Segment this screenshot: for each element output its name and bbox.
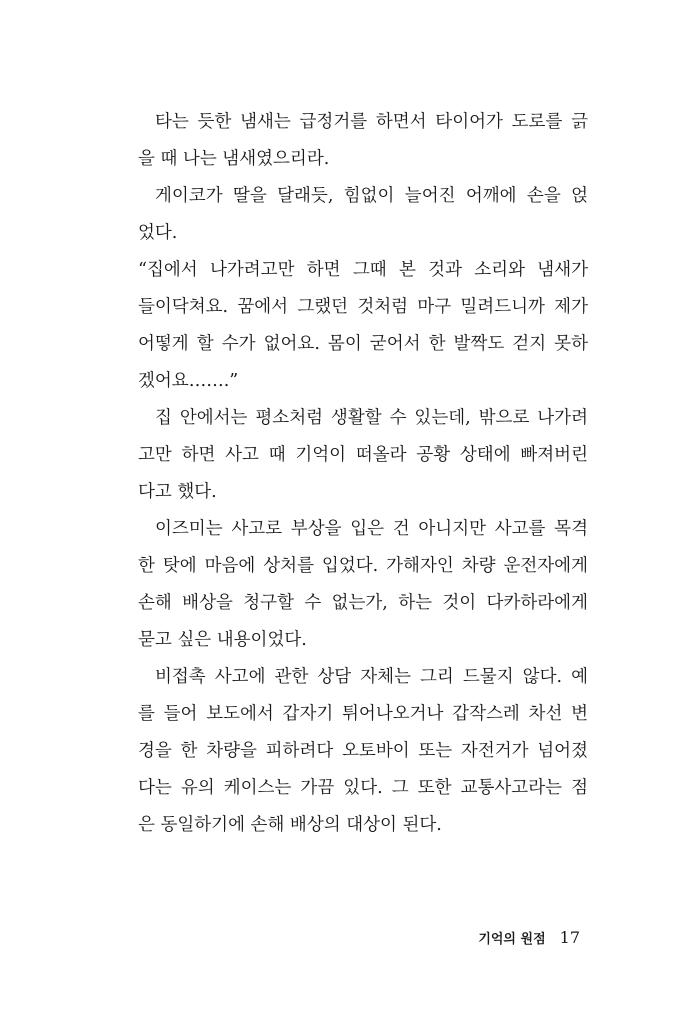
text-line: 다는 유의 케이스는 가끔 있다. 그 또한 교통사고라는 점 xyxy=(138,778,588,798)
page-number: 17 xyxy=(559,928,580,947)
text-line: 어떻게 할 수가 없어요. 몸이 굳어서 한 발짝도 걷지 못하 xyxy=(138,334,588,354)
text-line: 게이코가 딸을 달래듯, 힘없이 늘어진 어깨에 손을 얹 xyxy=(155,186,588,206)
text-line: 경을 한 차량을 피하려다 오토바이 또는 자전거가 넘어졌 xyxy=(138,741,588,761)
text-line: 은 동일하기에 손해 배상의 대상이 된다. xyxy=(138,815,442,835)
text-line: 손해 배상을 청구할 수 없는가, 하는 것이 다카하라에게 xyxy=(138,593,588,613)
text-line: 겠어요…….” xyxy=(138,371,239,391)
text-line: 을 때 나는 냄새였으리라. xyxy=(138,149,330,169)
text-line: 이즈미는 사고로 부상을 입은 건 아니지만 사고를 목격 xyxy=(155,519,588,539)
page-footer xyxy=(478,928,580,947)
text-line: 비접촉 사고에 관한 상담 자체는 그리 드물지 않다. 예 xyxy=(155,667,588,687)
text-line: “집에서 나가려고만 하면 그때 본 것과 소리와 냄새가 xyxy=(138,260,588,280)
text-line: 들이닥쳐요. 꿈에서 그랬던 것처럼 마구 밀려드니까 제가 xyxy=(138,297,588,317)
text-line: 집 안에서는 평소처럼 생활할 수 있는데, 밖으로 나가려 xyxy=(155,408,588,428)
body-text xyxy=(138,104,588,844)
text-line: 타는 듯한 냄새는 급정거를 하면서 타이어가 도로를 긁 xyxy=(155,112,588,132)
text-line: 었다. xyxy=(138,223,178,243)
text-line: 를 들어 보도에서 갑자기 튀어나오거나 갑작스레 차선 변 xyxy=(138,704,588,724)
text-line: 다고 했다. xyxy=(138,482,217,502)
text-line: 묻고 싶은 내용이었다. xyxy=(138,630,307,650)
text-line: 한 탓에 마음에 상처를 입었다. 가해자인 차량 운전자에게 xyxy=(138,556,588,576)
running-title: 기억의 원점 xyxy=(478,932,546,947)
text-line: 고만 하면 사고 때 기억이 떠올라 공황 상태에 빠져버린 xyxy=(138,445,588,465)
